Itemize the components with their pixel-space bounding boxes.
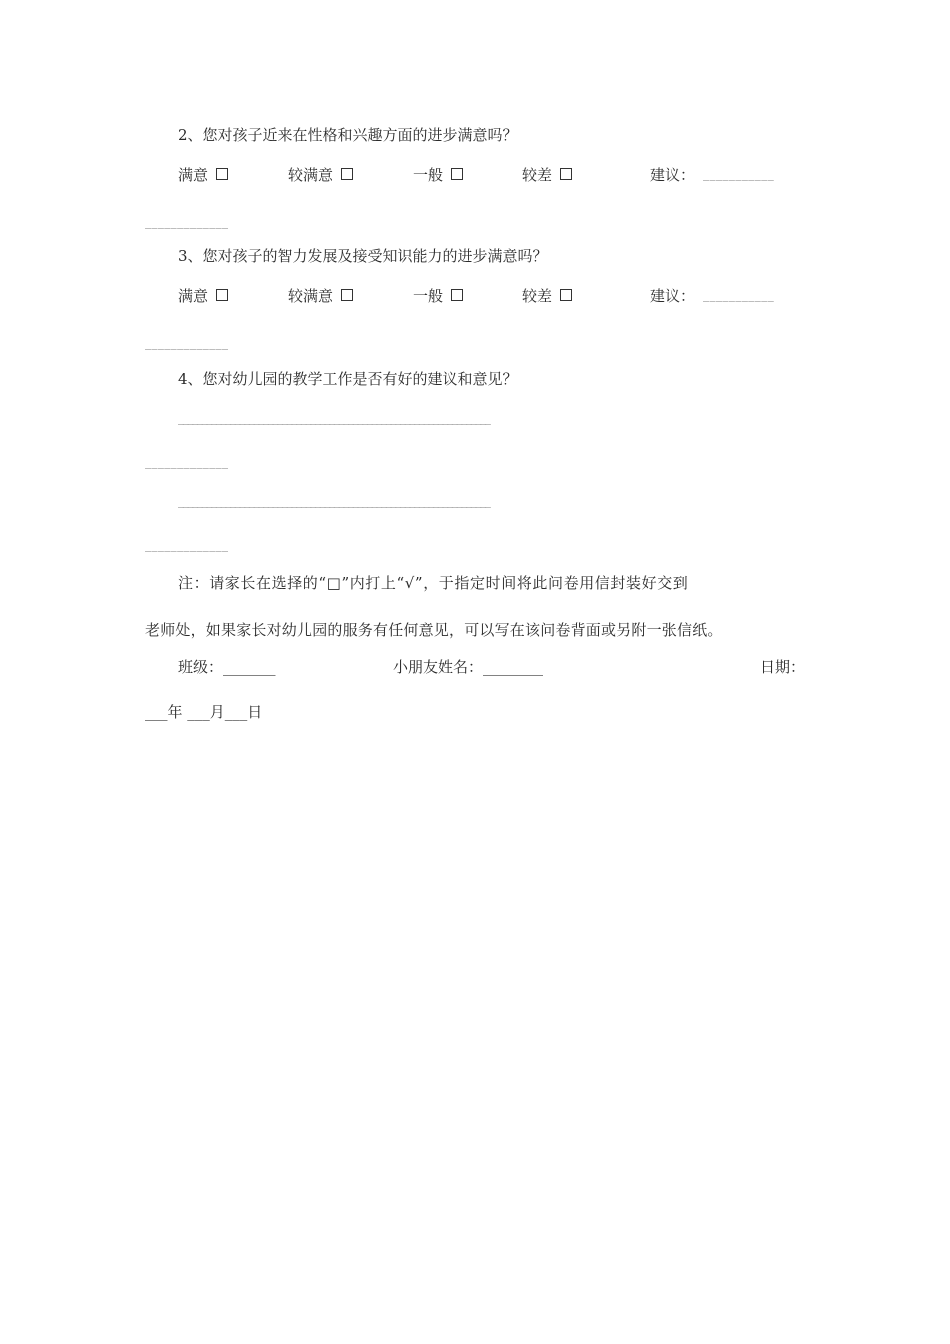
option-label: 一般: [413, 166, 444, 184]
q4-answer-blank-1-continued[interactable]: _____________: [145, 458, 229, 469]
checkbox-icon[interactable]: [451, 289, 463, 301]
option-label: 满意: [178, 166, 209, 184]
q3-option-fairly-satisfied[interactable]: [288, 286, 353, 306]
child-name-field[interactable]: 小朋友姓名：________: [393, 658, 544, 676]
question-4-text: 4、您对幼儿园的教学工作是否有好的建议和意见？: [178, 370, 518, 388]
checkbox-icon[interactable]: [341, 289, 353, 301]
q3-suggest-blank-continued[interactable]: _____________: [145, 339, 229, 350]
q3-suggest-blank[interactable]: ___________: [703, 291, 775, 302]
q3-option-satisfied[interactable]: [178, 286, 228, 306]
q2-option-average[interactable]: [413, 165, 463, 185]
q2-option-poor[interactable]: [522, 165, 572, 185]
option-label: 较满意: [288, 166, 334, 184]
option-label: 较满意: [288, 287, 334, 305]
q3-option-poor[interactable]: [522, 286, 572, 306]
q4-answer-blank-2-continued[interactable]: _____________: [145, 541, 229, 552]
question-3-text: 3、您对孩子的智力发展及接受知识能力的进步满意吗？: [178, 247, 548, 265]
q2-option-satisfied[interactable]: [178, 165, 228, 185]
option-label: 较差: [522, 287, 553, 305]
date-label: 日期：: [760, 658, 806, 676]
note-line-1: 注：请家长在选择的“□”内打上“√”，于指定时间将此问卷用信封装好交到: [178, 574, 689, 592]
checkbox-icon[interactable]: [451, 168, 463, 180]
class-field[interactable]: 班级：_______: [178, 658, 276, 676]
q3-suggest-label: 建议：: [650, 287, 696, 305]
checkbox-icon[interactable]: [560, 289, 572, 301]
checkbox-icon[interactable]: [216, 168, 228, 180]
option-label: 较差: [522, 166, 553, 184]
date-field[interactable]: ___年 ___月___日: [145, 703, 263, 721]
q2-suggest-blank-continued[interactable]: _____________: [145, 218, 229, 229]
q2-suggest-label: 建议：: [650, 166, 696, 184]
q2-option-fairly-satisfied[interactable]: [288, 165, 353, 185]
option-label: 满意: [178, 287, 209, 305]
q2-suggest-blank[interactable]: ___________: [703, 170, 775, 181]
checkbox-icon[interactable]: [560, 168, 572, 180]
note-line-2: 老师处，如果家长对幼儿园的服务有任何意见，可以写在该问卷背面或另附一张信纸。: [145, 621, 723, 639]
checkbox-icon[interactable]: [341, 168, 353, 180]
q3-option-average[interactable]: [413, 286, 463, 306]
q4-answer-blank-2[interactable]: __________________________________________________________________: [178, 497, 490, 508]
option-label: 一般: [413, 287, 444, 305]
question-2-text: 2、您对孩子近来在性格和兴趣方面的进步满意吗？: [178, 126, 518, 144]
checkbox-icon[interactable]: [216, 289, 228, 301]
q4-answer-blank-1[interactable]: __________________________________________________________________: [178, 414, 490, 425]
